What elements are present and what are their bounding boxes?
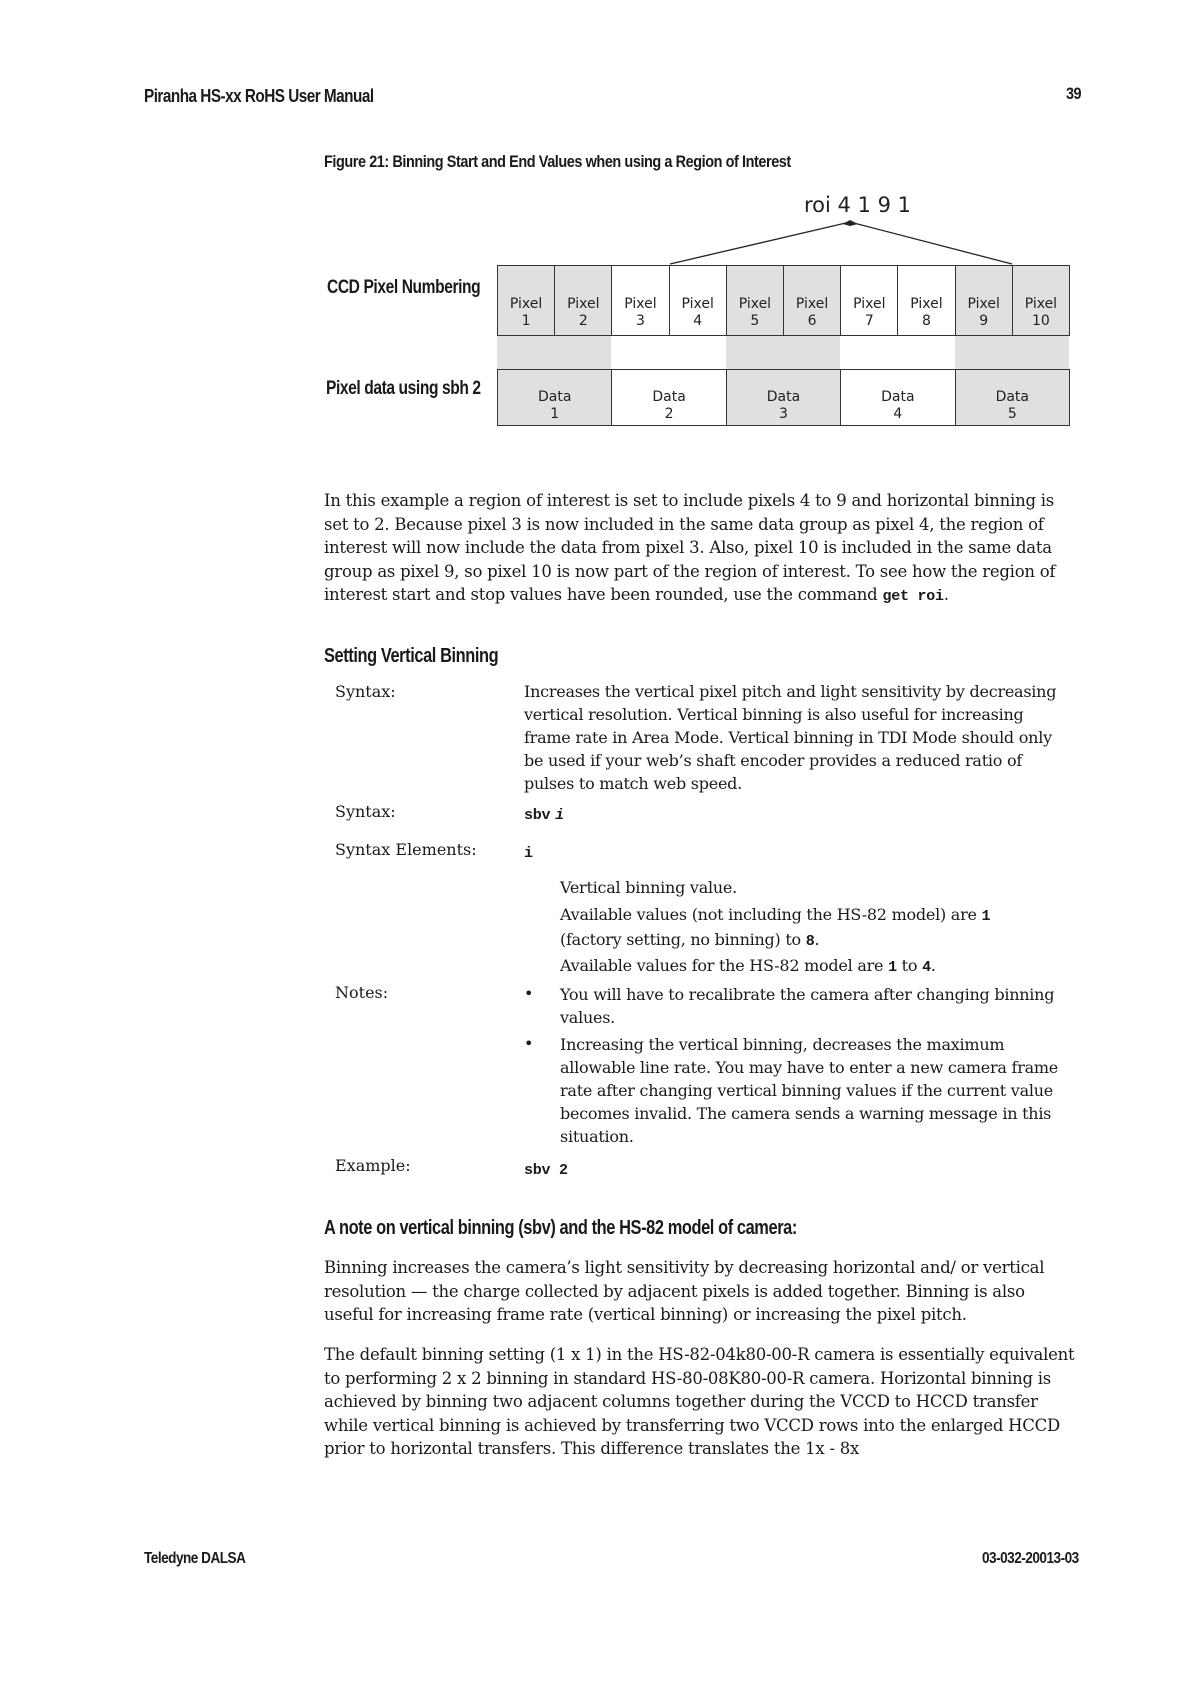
pixel-number: 9 xyxy=(979,313,989,329)
pixel-cell xyxy=(726,265,784,336)
ccd-pixel-numbering-label: CCD Pixel Numbering xyxy=(327,277,481,298)
avail1-v1: 1 xyxy=(981,908,991,925)
shade-gap xyxy=(840,336,954,369)
pixel-number: 7 xyxy=(864,313,874,329)
avail2-pre: Available values for the HS-82 model are xyxy=(560,956,889,975)
pixel-number: 6 xyxy=(807,313,817,329)
figure-title: Figure 21: Binning Start and End Values when using a Region of Interest xyxy=(324,152,791,171)
avail2-mid: to xyxy=(896,956,923,975)
intro-text: In this example a region of interest is set to include pixels 4 to 9 and horizontal binning is set to 2. Because pixel 3 is now included in the same data group as pixel 4, the region of interest will now include the data from pixel 3. Also, pixel 10 is included in the same data group as pixel 9, so pixel 10 is now part of the region of interest. To see how the region of interest start and stop values have been rounded, use the command xyxy=(324,491,1056,604)
pixel-cell xyxy=(497,265,555,336)
shade-gap xyxy=(726,336,840,369)
data-number: 2 xyxy=(664,406,674,422)
avail1-mid: (factory setting, no binning) to xyxy=(560,930,806,949)
pixel-word: Pixel xyxy=(967,296,1000,312)
avail1-end: . xyxy=(814,930,820,949)
pixel-number: 1 xyxy=(521,313,531,329)
pixel-word: Pixel xyxy=(738,296,772,312)
syntax-label-1: Syntax: xyxy=(335,682,396,701)
notes-label: Notes: xyxy=(335,983,389,1002)
syntax-command xyxy=(524,802,564,827)
data-number: 5 xyxy=(1007,406,1017,422)
data-number: 3 xyxy=(779,406,788,422)
data-word: Data xyxy=(881,389,915,405)
element-name xyxy=(524,840,533,865)
pixel-number: 10 xyxy=(1031,313,1050,329)
pixel-cell xyxy=(554,265,612,336)
running-header-title: Piranha HS-xx RoHS User Manual xyxy=(144,86,374,106)
pixel-data-label: Pixel data using sbh 2 xyxy=(326,378,481,399)
data-cell xyxy=(726,369,841,426)
pixel-number: 4 xyxy=(693,313,703,329)
pixel-word: Pixel xyxy=(509,296,543,312)
pixel-number: 2 xyxy=(578,313,588,329)
avail2-v2: 4 xyxy=(922,959,931,976)
section-heading-vertical-binning: Setting Vertical Binning xyxy=(324,645,499,667)
binning-paragraph: Binning increases the camera’s light sensitivity by decreasing horizontal and/ or vertical resolution — the charge collected by adjacent pixels is added together. Binning is also useful for increasing frame rate (vertical binning) or increasing the pixel pitch. xyxy=(324,1258,1045,1324)
shade-gap xyxy=(955,336,1069,369)
available-values-1 xyxy=(560,903,1070,953)
syntax-description: Increases the vertical pixel pitch and light sensitivity by decreasing vertical resolution. Vertical binning is also useful for increasing frame rate in Area Mode. Vertical binning in TDI Mode should only be used if your web’s shaft encoder provides a reduced ratio of pulses to match web speed. xyxy=(524,682,1057,793)
intro-paragraph xyxy=(324,489,1076,609)
pixel-cell xyxy=(955,265,1013,336)
data-number: 4 xyxy=(893,406,903,422)
pixel-number: 8 xyxy=(922,313,931,329)
data-number: 1 xyxy=(550,406,560,422)
avail2-end: . xyxy=(930,956,936,975)
pixel-word: Pixel xyxy=(1024,296,1058,312)
data-word: Data xyxy=(537,389,572,405)
data-word: Data xyxy=(652,389,686,405)
bullet-icon: • xyxy=(524,1034,534,1053)
pixel-cell xyxy=(840,265,898,336)
data-cell xyxy=(611,369,726,426)
sbv-2-command: sbv 2 xyxy=(524,1162,568,1179)
element-description: Vertical binning value. xyxy=(560,878,737,897)
pixel-number: 5 xyxy=(750,313,760,329)
pixel-cell xyxy=(1012,265,1070,336)
avail1-pre: Available values (not including the HS-82 model) are xyxy=(560,905,982,924)
pixel-cell xyxy=(783,265,841,336)
data-word: Data xyxy=(766,389,801,405)
note-2: Increasing the vertical binning, decreases the maximum allowable line rate. You may have to enter a new camera frame rate after changing vertical binning values if the current value becomes invalid. The camera sends a warning message in this situation. xyxy=(560,1035,1059,1146)
example-command xyxy=(524,1157,568,1182)
data-cell xyxy=(840,369,955,426)
element-i: i xyxy=(524,845,533,862)
pixel-word: Pixel xyxy=(853,296,886,312)
syntax-elements-label: Syntax Elements: xyxy=(335,840,477,859)
pixel-cell xyxy=(669,265,727,336)
page-number: 39 xyxy=(1066,84,1082,103)
available-values-2 xyxy=(560,954,936,979)
data-cell xyxy=(497,369,612,426)
avail1-v2: 8 xyxy=(805,933,815,950)
footer-company: Teledyne DALSA xyxy=(144,1550,246,1567)
sbv-keyword: sbv xyxy=(524,807,551,824)
pixel-number: 3 xyxy=(636,313,645,329)
data-word: Data xyxy=(995,389,1029,405)
shade-gap xyxy=(497,336,611,369)
data-cell xyxy=(955,369,1070,426)
pixel-word: Pixel xyxy=(567,296,600,312)
shade-gap xyxy=(611,336,725,369)
avail2-v1: 1 xyxy=(888,959,897,976)
syntax-label-2: Syntax: xyxy=(335,802,396,821)
pixel-word: Pixel xyxy=(910,296,943,312)
footer-doc-number: 03-032-20013-03 xyxy=(982,1550,1079,1567)
sbv-argument: i xyxy=(555,807,564,824)
pixel-word: Pixel xyxy=(681,296,714,312)
note-1: You will have to recalibrate the camera after changing binning values. xyxy=(560,985,1055,1027)
bullet-icon: • xyxy=(524,984,534,1003)
roi-label: roi 4 1 9 1 xyxy=(804,193,911,217)
roi-bracket xyxy=(0,0,1192,280)
pixel-word: Pixel xyxy=(795,296,829,312)
pixel-cell xyxy=(611,265,669,336)
pixel-cell xyxy=(897,265,955,336)
pixel-word: Pixel xyxy=(624,296,657,312)
intro-end: . xyxy=(943,585,949,604)
example-label: Example: xyxy=(335,1156,411,1175)
hs82-paragraph: The default binning setting (1 x 1) in the HS-82-04k80-00-R camera is essentially equivalent to performing 2 x 2 binning in standard HS-80-08K80-00-R camera. Horizontal binning is achieved by binning two adjacent columns together during the VCCD to HCCD transfer while vertical binning is achieved by transferring two VCCD rows into the enlarged HCCD prior to horizontal transfers. This difference translates the 1x - 8x xyxy=(324,1345,1075,1458)
section-heading-hs82-note: A note on vertical binning (sbv) and the HS-82 model of camera: xyxy=(324,1217,797,1239)
get-roi-command: get roi xyxy=(882,588,944,605)
